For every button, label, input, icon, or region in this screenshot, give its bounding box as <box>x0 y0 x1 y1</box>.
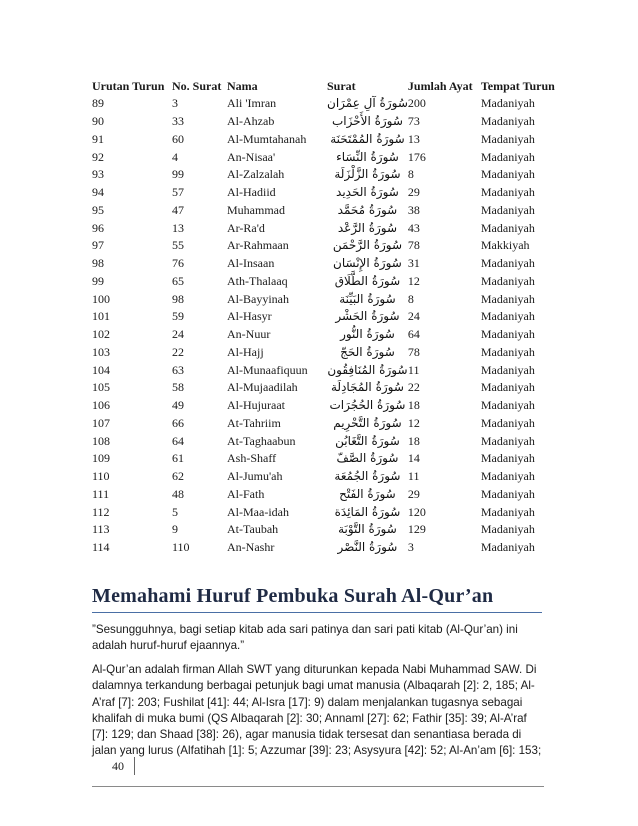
cell-jumlah-ayat: 78 <box>407 238 420 253</box>
cell-nama: Al-Hadiid <box>227 185 276 200</box>
table-row <box>92 415 561 433</box>
cell-nama: Al-Hujuraat <box>227 398 285 413</box>
cell-urutan-turun: 90 <box>92 114 104 129</box>
cell-nama: Al-Maa-idah <box>227 504 289 519</box>
cell-no-surat: 55 <box>172 238 184 253</box>
table-row <box>92 521 561 539</box>
cell-surat-arabic: سُورَةُ الطَّلَاق <box>334 273 401 288</box>
cell-jumlah-ayat: 176 <box>407 149 426 164</box>
table-header-row <box>92 78 561 95</box>
cell-nama: Muhammad <box>227 202 285 217</box>
cell-tempat-turun: Madaniyah <box>480 309 535 324</box>
table-row <box>92 432 561 450</box>
cell-surat-arabic: سُورَةُ آلِ عِمْرَان <box>327 96 408 111</box>
cell-surat-arabic: سُورَةُ التَّحْرِيم <box>333 415 402 430</box>
cell-jumlah-ayat: 13 <box>407 131 420 146</box>
table-row <box>92 113 561 131</box>
cell-jumlah-ayat: 24 <box>407 309 420 324</box>
cell-no-surat: 61 <box>172 451 184 466</box>
cell-urutan-turun: 100 <box>92 291 110 306</box>
cell-urutan-turun: 91 <box>92 131 104 146</box>
cell-tempat-turun: Madaniyah <box>480 486 535 501</box>
cell-no-surat: 9 <box>172 522 178 537</box>
cell-nama: Ali 'Imran <box>227 96 277 111</box>
cell-surat-arabic: سُورَةُ الحَشْر <box>335 309 400 324</box>
header-no-surat: No. Surat <box>172 79 222 93</box>
cell-jumlah-ayat: 200 <box>407 96 426 111</box>
cell-jumlah-ayat: 18 <box>407 433 420 448</box>
cell-tempat-turun: Madaniyah <box>480 256 535 271</box>
cell-tempat-turun: Madaniyah <box>480 202 535 217</box>
cell-surat-arabic: سُورَةُ التَّوْبَة <box>338 522 397 537</box>
cell-no-surat: 5 <box>172 504 178 519</box>
cell-urutan-turun: 98 <box>92 256 104 271</box>
cell-jumlah-ayat: 129 <box>407 522 426 537</box>
cell-jumlah-ayat: 3 <box>407 540 414 555</box>
cell-jumlah-ayat: 38 <box>407 202 420 217</box>
table-row <box>92 468 561 486</box>
cell-tempat-turun: Madaniyah <box>480 451 535 466</box>
cell-nama: Al-Bayyinah <box>227 291 289 306</box>
table-row <box>92 326 561 344</box>
cell-jumlah-ayat: 29 <box>407 185 420 200</box>
cell-nama: Al-Zalzalah <box>227 167 285 182</box>
cell-urutan-turun: 106 <box>92 398 110 413</box>
cell-no-surat: 60 <box>172 131 184 146</box>
cell-urutan-turun: 101 <box>92 309 110 324</box>
cell-surat-arabic: سُورَةُ المُمْتَحَنَة <box>330 131 405 146</box>
table-row <box>92 539 561 557</box>
header-nama: Nama <box>227 79 258 93</box>
cell-urutan-turun: 108 <box>92 433 110 448</box>
cell-nama: Al-Hajj <box>227 344 264 359</box>
cell-urutan-turun: 110 <box>92 469 110 484</box>
cell-surat-arabic: سُورَةُ الأَحْزَاب <box>331 114 403 129</box>
table-row <box>92 166 561 184</box>
cell-urutan-turun: 103 <box>92 344 110 359</box>
cell-nama: Ar-Ra'd <box>227 220 265 235</box>
cell-surat-arabic: سُورَةُ المُجَادِلَة <box>330 380 404 395</box>
cell-nama: Al-Insaan <box>227 256 275 271</box>
table-row <box>92 486 561 504</box>
cell-nama: An-Nisaa' <box>227 149 276 164</box>
cell-urutan-turun: 95 <box>92 202 104 217</box>
surah-table <box>92 78 561 557</box>
cell-jumlah-ayat: 43 <box>407 220 420 235</box>
cell-tempat-turun: Madaniyah <box>480 167 535 182</box>
cell-jumlah-ayat: 11 <box>407 469 420 484</box>
cell-surat-arabic: سُورَةُ الحُجُرَات <box>329 398 406 413</box>
cell-jumlah-ayat: 120 <box>407 504 426 519</box>
cell-tempat-turun: Madaniyah <box>480 185 535 200</box>
cell-urutan-turun: 104 <box>92 362 110 377</box>
cell-surat-arabic: سُورَةُ المَائِدَة <box>334 504 401 519</box>
cell-surat-arabic: سُورَةُ الجُمُعَة <box>334 469 401 484</box>
table-row <box>92 219 561 237</box>
cell-tempat-turun: Makkiyah <box>480 238 530 253</box>
cell-nama: Ash-Shaff <box>227 451 277 466</box>
table-row <box>92 379 561 397</box>
heading-underline <box>92 612 542 613</box>
cell-urutan-turun: 89 <box>92 96 104 111</box>
cell-no-surat: 47 <box>172 202 184 217</box>
cell-urutan-turun: 99 <box>92 273 104 288</box>
cell-nama: Al-Fath <box>227 486 265 501</box>
cell-nama: Al-Ahzab <box>227 114 275 129</box>
cell-no-surat: 64 <box>172 433 184 448</box>
table-row <box>92 255 561 273</box>
cell-nama: At-Taghaabun <box>227 433 296 448</box>
cell-surat-arabic: سُورَةُ المُنَافِقُون <box>327 362 408 377</box>
table-row <box>92 397 561 415</box>
cell-urutan-turun: 93 <box>92 167 104 182</box>
cell-no-surat: 59 <box>172 309 184 324</box>
table-row <box>92 148 561 166</box>
table-row <box>92 184 561 202</box>
table-row <box>92 361 561 379</box>
cell-no-surat: 110 <box>172 540 190 555</box>
cell-urutan-turun: 112 <box>92 504 110 519</box>
cell-tempat-turun: Madaniyah <box>480 398 535 413</box>
cell-jumlah-ayat: 64 <box>407 327 420 342</box>
cell-nama: Ar-Rahmaan <box>227 238 289 253</box>
table-row <box>92 131 561 149</box>
cell-surat-arabic: سُورَةُ الإِنْسَان <box>333 256 402 271</box>
cell-jumlah-ayat: 12 <box>407 273 420 288</box>
cell-jumlah-ayat: 14 <box>407 451 420 466</box>
cell-no-surat: 99 <box>172 167 184 182</box>
cell-no-surat: 62 <box>172 469 184 484</box>
cell-surat-arabic: سُورَةُ الحَجّ <box>340 344 395 359</box>
cell-urutan-turun: 113 <box>92 522 110 537</box>
cell-no-surat: 98 <box>172 291 184 306</box>
cell-jumlah-ayat: 11 <box>407 362 420 377</box>
cell-tempat-turun: Madaniyah <box>480 522 535 537</box>
cell-tempat-turun: Madaniyah <box>480 433 535 448</box>
table-row <box>92 237 561 255</box>
table-row <box>92 95 561 113</box>
cell-tempat-turun: Madaniyah <box>480 273 535 288</box>
table-row <box>92 344 561 362</box>
cell-no-surat: 76 <box>172 256 184 271</box>
cell-surat-arabic: سُورَةُ مُحَمَّد <box>337 202 398 217</box>
cell-urutan-turun: 97 <box>92 238 104 253</box>
cell-surat-arabic: سُورَةُ الرَّعْد <box>337 220 398 235</box>
cell-jumlah-ayat: 22 <box>407 380 420 395</box>
cell-jumlah-ayat: 12 <box>407 415 420 430</box>
cell-no-surat: 3 <box>172 96 178 111</box>
header-jumlah-ayat: Jumlah Ayat <box>407 79 473 93</box>
section-heading: Memahami Huruf Pembuka Surah Al-Qur’an <box>92 585 494 607</box>
cell-tempat-turun: Madaniyah <box>480 220 535 235</box>
cell-nama: Ath-Thalaaq <box>227 273 288 288</box>
cell-urutan-turun: 114 <box>92 540 110 555</box>
cell-no-surat: 24 <box>172 327 184 342</box>
quote-paragraph: ”Sesungguhnya, bagi setiap kitab ada sari patinya dan sari pati kitab (Al-Qur’an) ini adalah huruf-huruf ejaannya.” <box>92 623 518 653</box>
cell-tempat-turun: Madaniyah <box>480 415 535 430</box>
cell-jumlah-ayat: 73 <box>407 114 420 129</box>
cell-tempat-turun: Madaniyah <box>480 344 535 359</box>
cell-urutan-turun: 105 <box>92 380 110 395</box>
cell-surat-arabic: سُورَةُ البَيِّنَة <box>339 291 396 306</box>
page-number-separator <box>134 757 135 775</box>
cell-tempat-turun: Madaniyah <box>480 362 535 377</box>
cell-urutan-turun: 92 <box>92 149 104 164</box>
cell-jumlah-ayat: 31 <box>407 256 420 271</box>
cell-tempat-turun: Madaniyah <box>480 291 535 306</box>
cell-urutan-turun: 96 <box>92 220 104 235</box>
cell-no-surat: 58 <box>172 380 184 395</box>
header-tempat-turun: Tempat Turun <box>480 79 555 93</box>
cell-jumlah-ayat: 8 <box>407 291 414 306</box>
cell-surat-arabic: سُورَةُ النَّصْر <box>337 540 398 555</box>
cell-tempat-turun: Madaniyah <box>480 131 535 146</box>
cell-nama: An-Nuur <box>227 327 271 342</box>
cell-no-surat: 33 <box>172 114 184 129</box>
cell-tempat-turun: Madaniyah <box>480 96 535 111</box>
cell-jumlah-ayat: 29 <box>407 486 420 501</box>
cell-urutan-turun: 102 <box>92 327 110 342</box>
cell-tempat-turun: Madaniyah <box>480 469 535 484</box>
cell-nama: An-Nashr <box>227 540 275 555</box>
cell-jumlah-ayat: 18 <box>407 398 420 413</box>
cell-nama: Al-Mumtahanah <box>227 131 307 146</box>
cell-tempat-turun: Madaniyah <box>480 327 535 342</box>
cell-tempat-turun: Madaniyah <box>480 149 535 164</box>
cell-jumlah-ayat: 78 <box>407 344 420 359</box>
cell-no-surat: 66 <box>172 415 184 430</box>
table-body <box>92 95 561 557</box>
cell-nama: At-Tahriim <box>227 415 281 430</box>
body-paragraph: Al-Qur’an adalah firman Allah SWT yang diturunkan kepada Nabi Muhammad SAW. Di dalamnya terkandung berbagai petunjuk bagi umat manusia (Albaqarah [2]: 2, 185; Al-A’raf [7]: 203; Fushilat [41]: 44; Al-Isra [17]: 9) dalam menjalankan tugasnya sebagai khalifah di muka bumi (QS Albaqarah [2]: 30; Annaml [27]: 62; Fathir [35]: 39; Al-A’raf [7]: 129; dan Shaad [38]: 26), agar manusia tidak tersesat dan senantiasa berada di jalan yang lurus (Alfatihah [1]: 5; Azzumar [39]: 23; Asysyura [42]: 52; Al-An’am [6]: 153; <box>92 663 542 758</box>
cell-tempat-turun: Madaniyah <box>480 114 535 129</box>
cell-nama: Al-Mujaadilah <box>227 380 298 395</box>
cell-surat-arabic: سُورَةُ التَّغَابُن <box>335 433 400 448</box>
cell-no-surat: 48 <box>172 486 184 501</box>
cell-urutan-turun: 107 <box>92 415 110 430</box>
table-row <box>92 503 561 521</box>
table-row <box>92 308 561 326</box>
cell-surat-arabic: سُورَةُ النُّور <box>340 327 395 342</box>
cell-nama: Al-Hasyr <box>227 309 272 324</box>
cell-surat-arabic: سُورَةُ الحَدِيد <box>336 185 399 200</box>
cell-urutan-turun: 109 <box>92 451 110 466</box>
footer-rule <box>92 786 544 787</box>
cell-no-surat: 22 <box>172 344 184 359</box>
cell-nama: Al-Munaafiquun <box>227 362 308 377</box>
cell-no-surat: 4 <box>172 149 178 164</box>
cell-tempat-turun: Madaniyah <box>480 540 535 555</box>
cell-surat-arabic: سُورَةُ الفَتْح <box>339 486 396 501</box>
table-row <box>92 450 561 468</box>
cell-surat-arabic: سُورَةُ الزَّلْزَلَة <box>334 167 401 182</box>
cell-nama: Al-Jumu'ah <box>227 469 283 484</box>
header-surat: Surat <box>327 79 356 93</box>
cell-urutan-turun: 111 <box>92 486 110 501</box>
cell-no-surat: 65 <box>172 273 184 288</box>
header-urutan-turun: Urutan Turun <box>92 79 165 93</box>
cell-no-surat: 49 <box>172 398 184 413</box>
cell-nama: At-Taubah <box>227 522 279 537</box>
cell-urutan-turun: 94 <box>92 185 104 200</box>
cell-tempat-turun: Madaniyah <box>480 380 535 395</box>
cell-surat-arabic: سُورَةُ الرَّحْمَن <box>332 238 403 253</box>
cell-surat-arabic: سُورَةُ الصَّفّ <box>336 451 399 466</box>
table-row <box>92 290 561 308</box>
table-row <box>92 273 561 291</box>
cell-no-surat: 63 <box>172 362 184 377</box>
page-number: 40 <box>112 759 124 773</box>
cell-jumlah-ayat: 8 <box>407 167 414 182</box>
table-row <box>92 202 561 220</box>
cell-no-surat: 13 <box>172 220 184 235</box>
cell-tempat-turun: Madaniyah <box>480 504 535 519</box>
cell-no-surat: 57 <box>172 185 184 200</box>
cell-surat-arabic: سُورَةُ النِّسَاء <box>336 149 399 164</box>
